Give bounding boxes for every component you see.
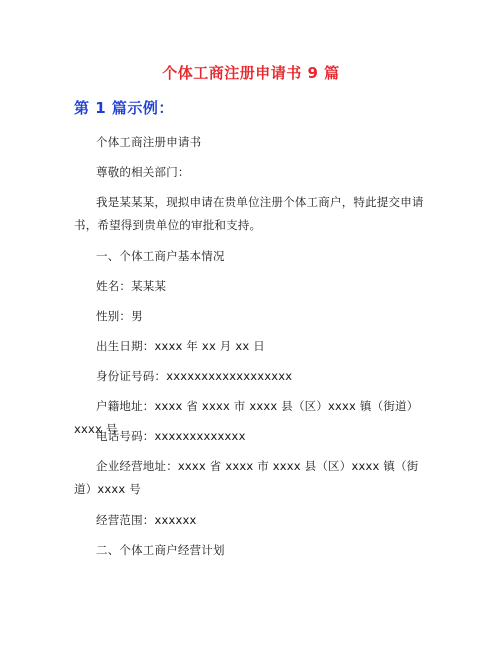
paragraph-id-number: 身份证号码：xxxxxxxxxxxxxxxxxx bbox=[96, 369, 293, 383]
paragraph-business-scope: 经营范围：xxxxxx bbox=[96, 513, 197, 527]
paragraph-application-title: 个体工商注册申请书 bbox=[96, 135, 202, 149]
paragraph-intro: 我是某某某，现拟申请在贵单位注册个体工商户，特此提交申请书，希望得到贵单位的审批和支持。 bbox=[74, 195, 424, 232]
paragraph-section-two: 二、个体工商户经营计划 bbox=[96, 543, 225, 557]
paragraph-name: 姓名：某某某 bbox=[96, 279, 167, 293]
document-title: 个体工商注册申请书 9 篇 bbox=[162, 64, 340, 82]
paragraph-gender: 性别：男 bbox=[96, 309, 143, 323]
paragraph-business-address: 企业经营地址：xxxx 省 xxxx 市 xxxx 县（区）xxxx 镇（街道）xxxx 号 bbox=[74, 459, 419, 496]
paragraph-birth-date: 出生日期：xxxx 年 xx 月 xx 日 bbox=[96, 339, 265, 353]
paragraph-salutation: 尊敬的相关部门： bbox=[96, 165, 190, 179]
paragraph-phone: 电话号码：xxxxxxxxxxxxx bbox=[96, 429, 246, 443]
paragraph-household-address: 户籍地址：xxxx 省 xxxx 市 xxxx 县（区）xxxx 镇（街道）xxxx 号 bbox=[74, 399, 419, 436]
paragraph-section-one: 一、个体工商户基本情况 bbox=[96, 249, 225, 263]
section-heading: 第 1 篇示例： bbox=[74, 99, 174, 117]
